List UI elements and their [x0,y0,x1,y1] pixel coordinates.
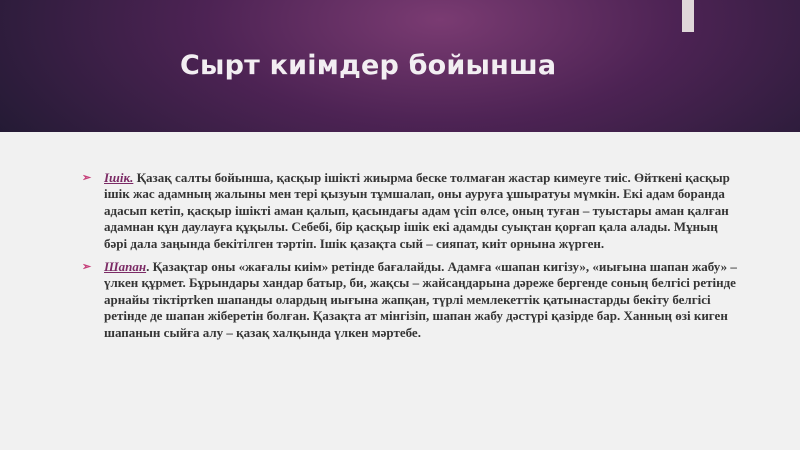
accent-bar [682,0,694,32]
term-ishik: Ішік. [104,170,134,185]
bullet-list [82,170,737,348]
bullet-text-shapan: . Қазақтар оны «жағалы киім» ретінде бағалайды. Адамға «шапан кигізу», «иығына шапан жабу» – үлкен құрмет. Бұрындары хандар батыр, би, жақсы – жайсаңдарына дәреже бергенде соның белгісі ретінде арнайы тіктіртken шапанды олардың иығына жапқан, түрлі мемлекеттік қатынастарды бекіту белгісі ретінде де шапан жіберетін болған. Қазақта ат мінгізіп, шапан жабу дәстүрі қазірде бар. Ханның өзі киген шапанын сыйға алу – қазақ халқында үлкен мәртебе. [104,259,737,340]
bullet-shapan [82,259,737,341]
slide-title: Сырт киімдер бойынша [180,50,557,81]
arrow-bullet-icon: ➢ [82,172,92,184]
term-shapan: Шапан [104,259,147,275]
arrow-bullet-icon: ➢ [82,261,92,274]
bullet-text-ishik: Қазақ салты бойынша, қасқыр ішікті жиырма беске толмаған жастар кимеуге тиіс. Өйткені қасқыр ішік жас адамның жалыны мен тері қызуын тұмшалап, оны ауруға ұшыратуы мүмкін. Екі адам боранда адасып кетіп, қасқыр ішікті аман қалып, қасындағы адам үсіп өлсе, оның туған – туыстары аман қалған адамнан құн даулауға құқылы. Себебі, бір қасқыр ішік екі адамды суықтан қорғап қала алады. Мұның бәрі дала заңында бекітілген тәртіп. Ішік қазақта сый – сияпат, киіт орнына жүрген. [104,170,730,251]
bullet-ishik [82,170,737,252]
